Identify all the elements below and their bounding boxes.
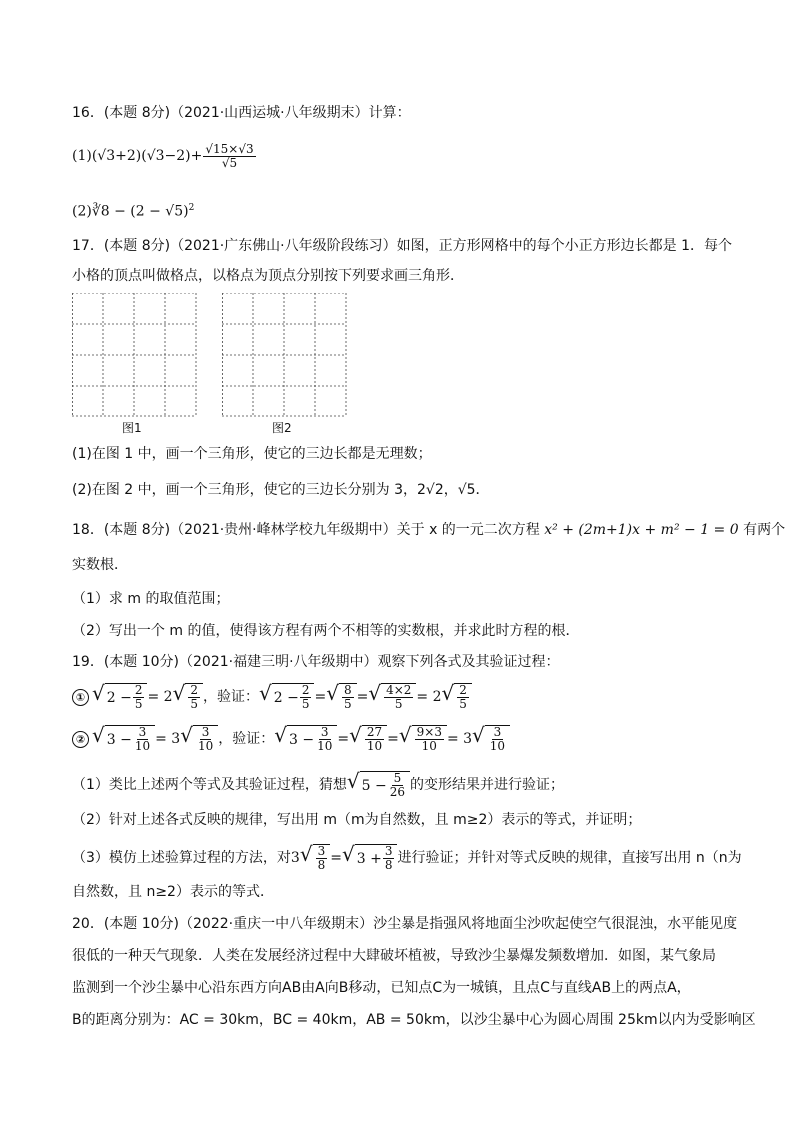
q18-header-tail: 有两个 <box>743 522 786 538</box>
verify-label: ，验证： <box>218 731 275 747</box>
q16-header: 16．(本题 8分)（2021·山西运城·八年级期末）计算： <box>72 105 411 121</box>
radical: √ $\frac{3}{10}$ <box>472 725 510 753</box>
q19-part3-text-b: 进行验证；并针对等式反映的规律，直接写出用 n（n为 <box>397 850 742 866</box>
radical: √ 2 − $\frac{2}{5}$ <box>259 683 314 711</box>
q17-header-line2: 小格的顶点叫做格点，以格点为顶点分别按下列要求画三角形． <box>72 268 464 284</box>
q16-part2 <box>72 198 194 222</box>
q18-part2: （2）写出一个 m 的值，使得该方程有两个不相等的实数根，并求此时方程的根． <box>72 623 580 639</box>
radical: √ 3 − $\frac{3}{10}$ <box>274 725 337 753</box>
q19-part1-tail: 的变形结果并进行验证； <box>410 777 565 793</box>
q18-equation: x² + (2m+1)x + m² − 1 = 0 <box>544 522 739 538</box>
q19-part3-line2: 自然数，且 n≥2）表示的等式． <box>72 884 274 900</box>
q18-header-text: 18．(本题 8分)（2021·贵州·峰林学校九年级期中）关于 x 的一元二次方程 <box>72 522 540 538</box>
verify-label: ，验证： <box>202 689 259 705</box>
q19-part1 <box>72 770 564 800</box>
q16-fraction-denominator: √5 <box>221 155 238 170</box>
q19-part2: （2）针对上述各式反映的规律，写出用 m（m为自然数，且 m≥2）表示的等式，并证明； <box>72 812 642 828</box>
q18-header-line2: 实数根． <box>72 557 128 573</box>
q19-part3: （3）模仿上述验算过程的方法，对 3 √ $\frac{3}{8}$ = √ 3 + $\frac{3}{8}$ 进行验证；并针对等式反映的规律，直接写出用 n（n为 <box>72 842 742 872</box>
q19-part3-text: （3）模仿上述验算过程的方法，对 <box>72 850 291 866</box>
radical: √ $\frac{9\times 3}{10}$ <box>399 725 447 753</box>
radical: √ $\frac{2}{5}$ <box>441 683 471 711</box>
q20-line4: B的距离分别为：AC = 30km，BC = 40km，AB = 50km，以沙尘暴中心为圆心周围 25km以内为受影响区 <box>72 1012 756 1028</box>
q16-part2-expr: ∛8 − (2 − √5) <box>91 203 189 220</box>
radical: √ $\frac{4\times 2}{5}$ <box>368 683 416 711</box>
q20-line2: 很低的一种天气现象．人类在发展经济过程中大肆破坏植被，导致沙尘暴爆发频数增加．如图，某气象局 <box>72 948 716 964</box>
q16-part1 <box>72 138 257 174</box>
radical: √ $\frac{2}{5}$ <box>173 683 203 711</box>
circled-number-2: ② <box>72 731 89 748</box>
q20-line3: 监测到一个沙尘暴中心沿东西方向AB由A向B移动，已知点C为一城镇，且点C与直线AB上的两点A， <box>72 980 691 996</box>
radical: √ 3 − $\frac{3}{10}$ <box>92 725 155 753</box>
q19-header: 19．(本题 10分)（2021·福建三明·八年级期中）观察下列各式及其验证过程： <box>72 654 560 670</box>
q16-part1-fraction <box>203 143 255 170</box>
radical: √ $\frac{3}{10}$ <box>180 725 218 753</box>
q16-part2-exponent: 2 <box>188 203 195 213</box>
radical: √ $\frac{27}{10}$ <box>349 725 387 753</box>
q16-part2-label: (2) <box>72 203 92 220</box>
q17-part1: (1)在图 1 中，画一个三角形，使它的三边长都是无理数； <box>72 446 432 462</box>
radical: √ 3 + $\frac{3}{8}$ <box>342 844 397 872</box>
figure-1-caption: 图1 <box>122 421 142 435</box>
q20-line1: 20．(本题 10分)（2022·重庆一中八年级期末）沙尘暴是指强风将地面尘沙吹起使空气很混浊，水平能见度 <box>72 916 738 932</box>
circled-number-1: ① <box>72 689 89 706</box>
radical: √ 5 − $\frac{5}{26}$ <box>347 771 410 799</box>
q18-header <box>72 520 785 540</box>
q19-identity-2: ② √ 3 − $\frac{3}{10}$ = 3 √ $\frac{3}{10}$ ，验证： √ 3 − $\frac{3}{10}$ = √ $\frac{27}{10}$ = √ $\frac{9\times 3}{10}$ = 3 √ $\frac{3}{10}$ <box>72 720 510 758</box>
grid-figure-2 <box>222 293 348 417</box>
grid-figure-1 <box>72 293 198 417</box>
q17-header: 17．(本题 8分)（2021·广东佛山·八年级阶段练习）如图，正方形网格中的每个小正方形边长都是 1．每个 <box>72 238 732 254</box>
q18-part1: （1）求 m 的取值范围； <box>72 591 230 607</box>
q16-part1-label: (1) <box>72 148 92 164</box>
radical: √ $\frac{3}{8}$ <box>300 844 330 872</box>
q19-identity-1: ① √ 2 − $\frac{2}{5}$ = 2 √ $\frac{2}{5}$ ，验证： √ 2 − $\frac{2}{5}$ = √ $\frac{8}{5}$ = √ $\frac{4\times 2}{5}$ = 2 √ $\frac{2}{5}$ <box>72 678 472 716</box>
figure-2-caption: 图2 <box>272 421 292 435</box>
q16-fraction-numerator: √15×√3 <box>205 141 254 156</box>
radical: √ $\frac{8}{5}$ <box>326 683 356 711</box>
radical: √ 2 − $\frac{2}{5}$ <box>92 683 147 711</box>
q19-part1-text: （1）类比上述两个等式及其验证过程，猜想 <box>72 777 347 793</box>
q16-part1-expr: (√3+2)(√3−2)+ <box>91 148 203 164</box>
q17-part2: (2)在图 2 中，画一个三角形，使它的三边长分别为 3，2√2，√5． <box>72 482 490 498</box>
